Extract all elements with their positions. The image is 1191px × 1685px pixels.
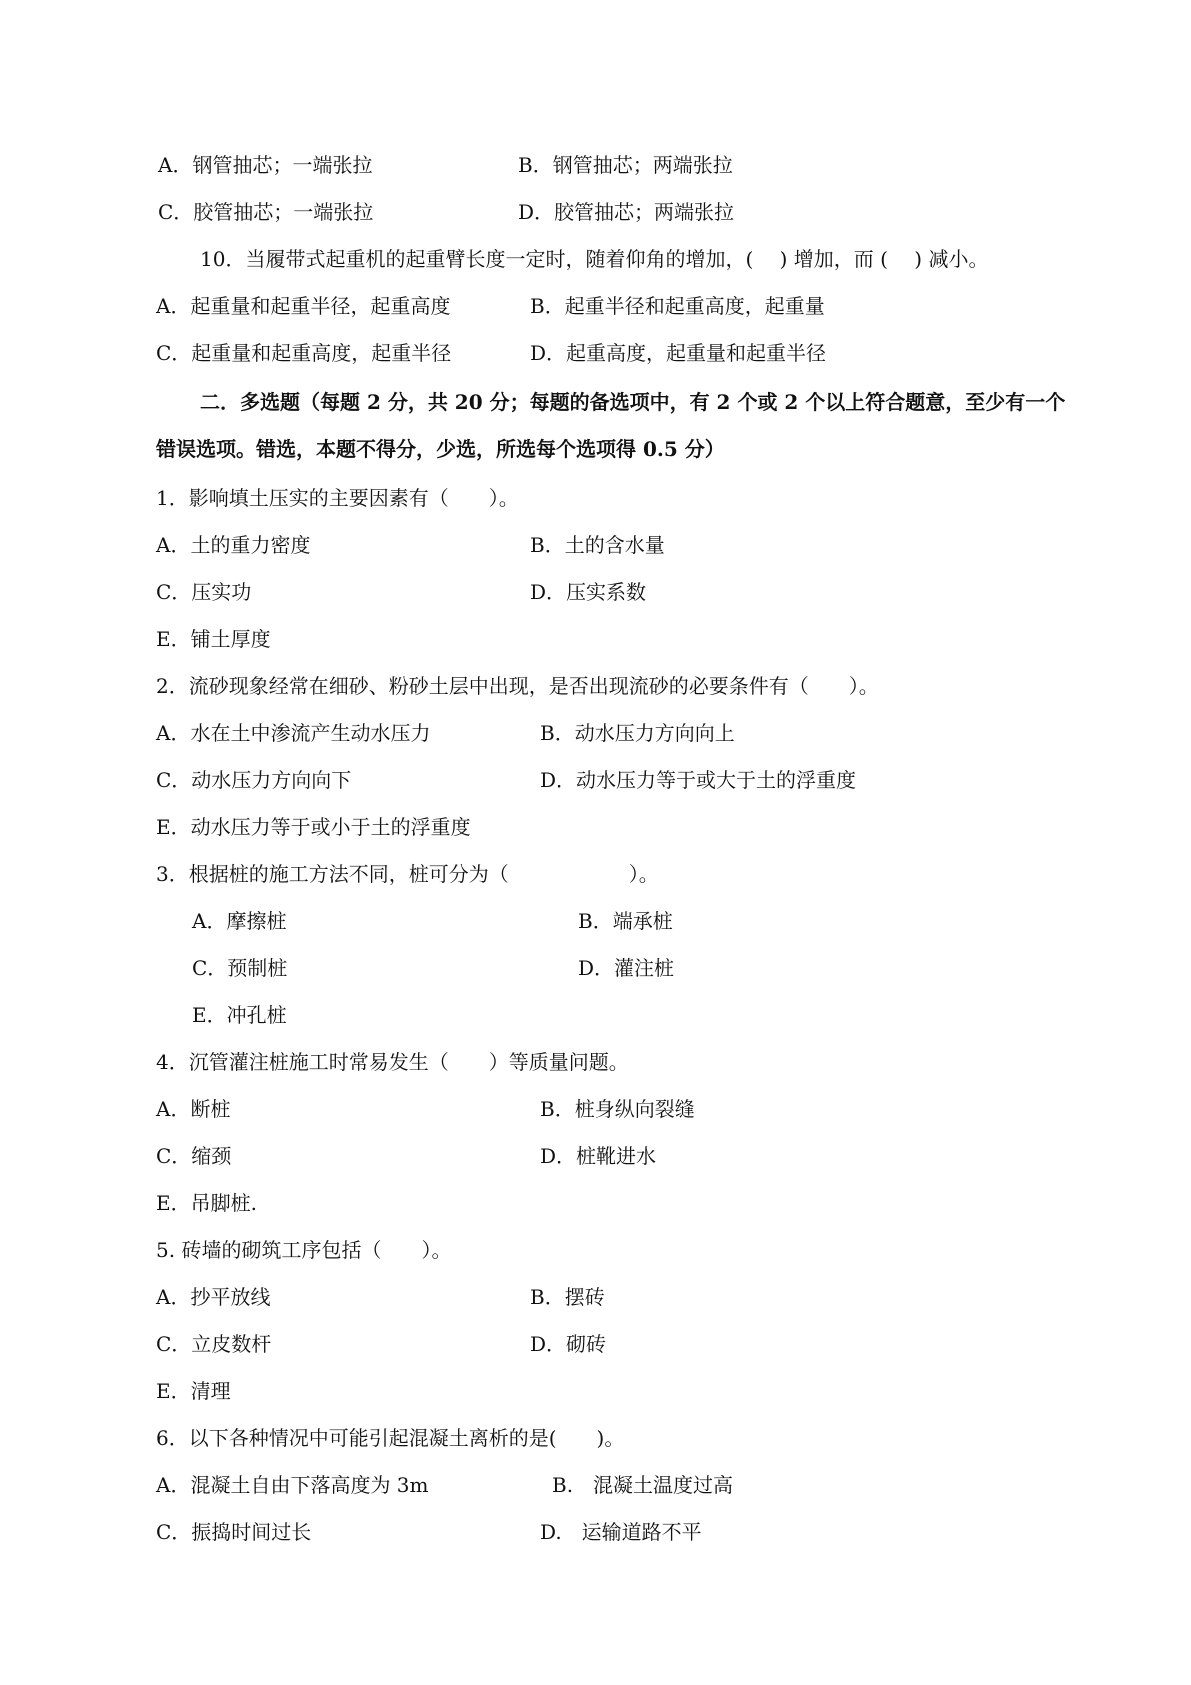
mq5-option-e: E．清理 [156,1379,231,1403]
q10-stem: 10．当履带式起重机的起重臂长度一定时，随着仰角的增加，( ) 增加，而 ( ) 减小。 [200,247,989,271]
mq4-option-d: D．桩靴进水 [540,1144,657,1168]
q9-option-d: D．胶管抽芯；两端张拉 [518,200,735,224]
mq3-option-d: D．灌注桩 [578,956,675,980]
mq5-option-a: A．抄平放线 [156,1285,271,1309]
mq2-option-d: D．动水压力等于或大于土的浮重度 [540,768,857,792]
mq5-option-b: B．摆砖 [530,1285,605,1309]
mq4-stem: 4．沉管灌注桩施工时常易发生（ ）等质量问题。 [156,1050,629,1074]
q10-option-b: B．起重半径和起重高度，起重量 [530,294,825,318]
mq4-option-a: A．断桩 [156,1097,231,1121]
mq1-stem: 1．影响填土压实的主要因素有（ ）。 [156,486,519,510]
mq3-option-a: A．摩擦桩 [192,909,287,933]
q9-option-a: A．钢管抽芯；一端张拉 [158,153,373,177]
mq2-option-c: C．动水压力方向向下 [156,768,352,792]
mq4-option-e: E．吊脚桩. [156,1191,257,1215]
q10-option-d: D．起重高度，起重量和起重半径 [530,341,827,365]
mq2-option-e: E．动水压力等于或小于土的浮重度 [156,815,471,839]
mq5-option-d: D．砌砖 [530,1332,607,1356]
q9-option-c: C．胶管抽芯；一端张拉 [158,200,374,224]
q10-option-a: A．起重量和起重半径，起重高度 [156,294,451,318]
mq6-option-c: C．振捣时间过长 [156,1520,312,1544]
mq2-option-a: A．水在土中渗流产生动水压力 [156,721,431,745]
mq2-stem: 2．流砂现象经常在细砂、粉砂土层中出现，是否出现流砂的必要条件有（ ）。 [156,674,879,698]
mq6-option-b: B. 混凝土温度过高 [552,1473,734,1497]
mq6-option-a: A．混凝土自由下落高度为 3m [156,1473,429,1497]
section2-title-line1: 二．多选题（每题 2 分，共 20 分；每题的备选项中，有 2 个或 2 个以上符合题意，至少有一个 [200,390,1066,414]
mq2-option-b: B．动水压力方向向上 [540,721,735,745]
mq5-option-c: C．立皮数杆 [156,1332,272,1356]
mq4-option-c: C．缩颈 [156,1144,232,1168]
section2-title-line2: 错误选项。错选，本题不得分，少选，所选每个选项得 0.5 分） [156,437,725,461]
mq6-stem: 6．以下各种情况中可能引起混凝土离析的是( )。 [156,1426,625,1450]
mq1-option-b: B．土的含水量 [530,533,665,557]
mq3-option-c: C．预制桩 [192,956,288,980]
mq5-stem: 5. 砖墙的砌筑工序包括（ ）。 [156,1238,452,1262]
mq6-option-d: D. 运输道路不平 [540,1520,702,1544]
mq3-option-e: E．冲孔桩 [192,1003,287,1027]
mq1-option-e: E．铺土厚度 [156,627,271,651]
mq3-option-b: B．端承桩 [578,909,673,933]
mq3-stem: 3．根据桩的施工方法不同，桩可分为（ ）。 [156,862,659,886]
mq1-option-c: C．压实功 [156,580,252,604]
q10-option-c: C．起重量和起重高度，起重半径 [156,341,452,365]
mq1-option-a: A．土的重力密度 [156,533,311,557]
mq1-option-d: D．压实系数 [530,580,647,604]
mq4-option-b: B．桩身纵向裂缝 [540,1097,695,1121]
q9-option-b: B．钢管抽芯；两端张拉 [518,153,733,177]
